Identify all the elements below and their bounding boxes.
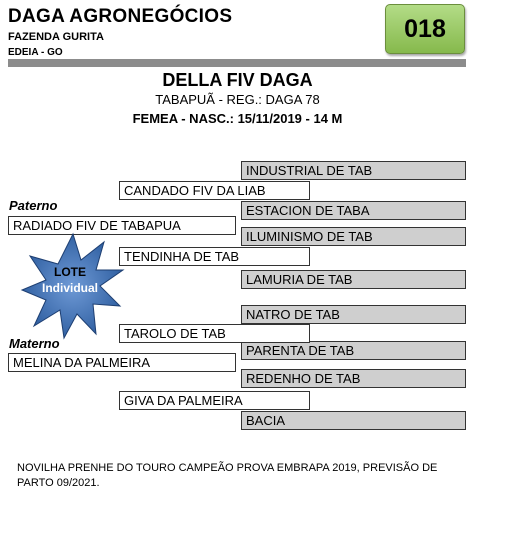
materno-label: Materno <box>9 336 60 351</box>
pedigree-g3-6: PARENTA DE TAB <box>241 341 466 360</box>
pedigree-g3-1: INDUSTRIAL DE TAB <box>241 161 466 180</box>
pedigree-g3-7: REDENHO DE TAB <box>241 369 466 388</box>
animal-name: DELLA FIV DAGA <box>162 70 313 90</box>
pedigree-sire: RADIADO FIV DE TABAPUA <box>8 216 236 235</box>
lot-badge-line1: LOTE <box>54 265 86 279</box>
pedigree-g3-3: ILUMINISMO DE TAB <box>241 227 466 246</box>
pedigree-g3-4: LAMURIA DE TAB <box>241 270 466 289</box>
breed-registration: TABAPUÃ - REG.: DAGA 78 <box>155 92 320 107</box>
paterno-label: Paterno <box>9 198 58 213</box>
city-name: EDEIA - GO <box>8 47 63 58</box>
lot-badge-text <box>28 264 112 296</box>
header-divider <box>8 59 466 67</box>
sex-birth-date: FEMEA - NASC.: 15/11/2019 - 14 M <box>132 111 343 126</box>
pedigree-sire-dam: TENDINHA DE TAB <box>119 247 310 266</box>
pedigree-dam-dam: GIVA DA PALMEIRA <box>119 391 310 410</box>
pedigree-dam-sire: TAROLO DE TAB <box>119 324 310 343</box>
pedigree-g3-8: BACIA <box>241 411 466 430</box>
pedigree-sire-sire: CANDADO FIV DA LIAB <box>119 181 310 200</box>
pedigree-g3-5: NATRO DE TAB <box>241 305 466 324</box>
pedigree-g3-2: ESTACION DE TABA <box>241 201 466 220</box>
company-name: DAGA AGRONEGÓCIOS <box>8 6 233 27</box>
footer-note: NOVILHA PRENHE DO TOURO CAMPEÃO PROVA EMBRAPA 2019, PREVISÃO DE PARTO 09/2021. <box>17 462 438 489</box>
lot-badge-line2: Individual <box>41 281 98 295</box>
pedigree-dam: MELINA DA PALMEIRA <box>8 353 236 372</box>
farm-name: FAZENDA GURITA <box>8 31 104 43</box>
lot-number-badge: 018 <box>385 4 465 54</box>
